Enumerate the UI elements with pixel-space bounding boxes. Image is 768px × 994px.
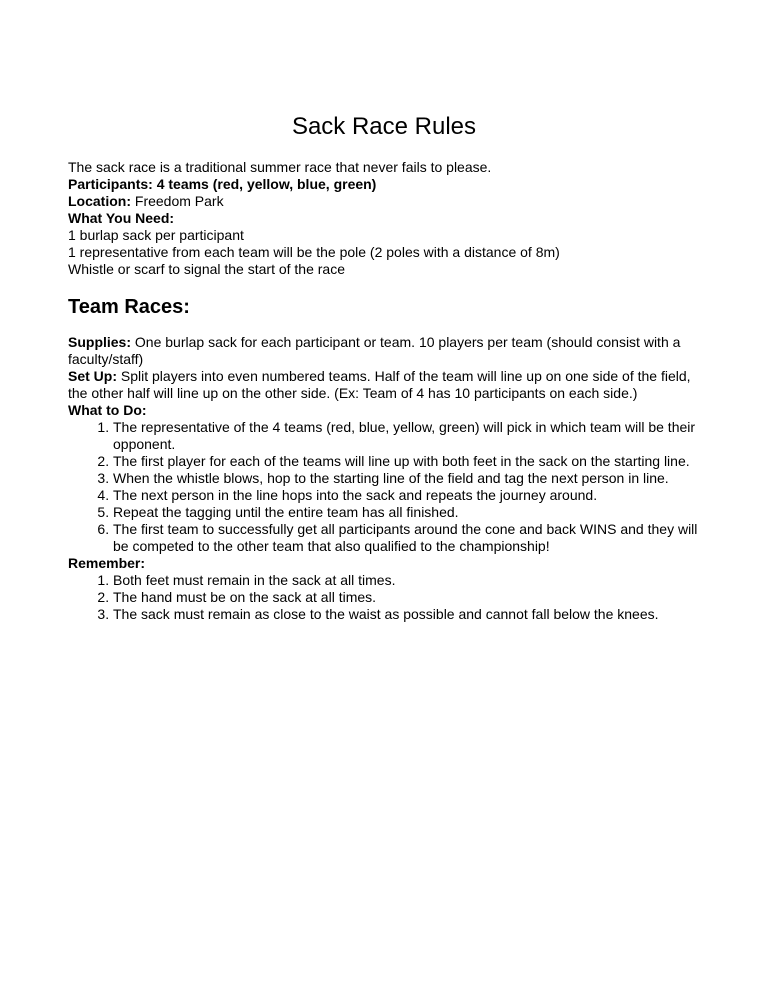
steps-list [68,419,708,555]
need-heading: What You Need: [68,210,175,226]
setup-paragraph [68,368,708,402]
participants-line: Participants: 4 teams (red, yellow, blue, green) [68,176,377,192]
document-page [68,112,708,623]
list-item: 3. The sack must remain as close to the waist as possible and cannot fall below the knees. [113,606,708,623]
need-item: 1 representative from each team will be the pole (2 poles with a distance of 8m) [68,244,560,260]
list-item: 2. The hand must be on the sack at all times. [113,589,708,606]
remember-list [68,572,708,623]
supplies-label: Supplies: [68,334,132,350]
list-item: 4. The next person in the line hops into the sack and repeats the journey around. [113,487,708,504]
list-item: 2. The first player for each of the teams will line up with both feet in the sack on the starting line. [113,453,708,470]
supplies-text: One burlap sack for each participant or team. 10 players per team (should consist with a faculty/staff) [68,334,681,367]
team-races-heading: Team Races: [68,296,190,318]
list-item: 1. The representative of the 4 teams (red, blue, yellow, green) will pick in which team will be their opponent. [113,419,708,453]
list-item: 6. The first team to successfully get all participants around the cone and back WINS and they will be competed to the other team that also qualified to the championship! [113,521,708,555]
location-value: Freedom Park [134,193,224,209]
page-title: Sack Race Rules [291,113,477,140]
list-item: 3. When the whistle blows, hop to the starting line of the field and tag the next person in line. [113,470,708,487]
todo-heading: What to Do: [68,402,147,418]
location-line [68,193,708,210]
intro-text: The sack race is a traditional summer race that never fails to please. [68,159,492,175]
remember-heading: Remember: [68,555,146,571]
list-item: 5. Repeat the tagging until the entire team has all finished. [113,504,708,521]
location-label: Location: [68,193,131,209]
setup-label: Set Up: [68,368,117,384]
list-item: 1. Both feet must remain in the sack at all times. [113,572,708,589]
supplies-paragraph [68,334,708,368]
need-item: 1 burlap sack per participant [68,227,244,243]
setup-text: Split players into even numbered teams. Half of the team will line up on one side of the field, the other half will line up on the other side. (Ex: Team of 4 has 10 participants on each side.) [68,368,691,401]
need-item: Whistle or scarf to signal the start of the race [68,261,346,277]
